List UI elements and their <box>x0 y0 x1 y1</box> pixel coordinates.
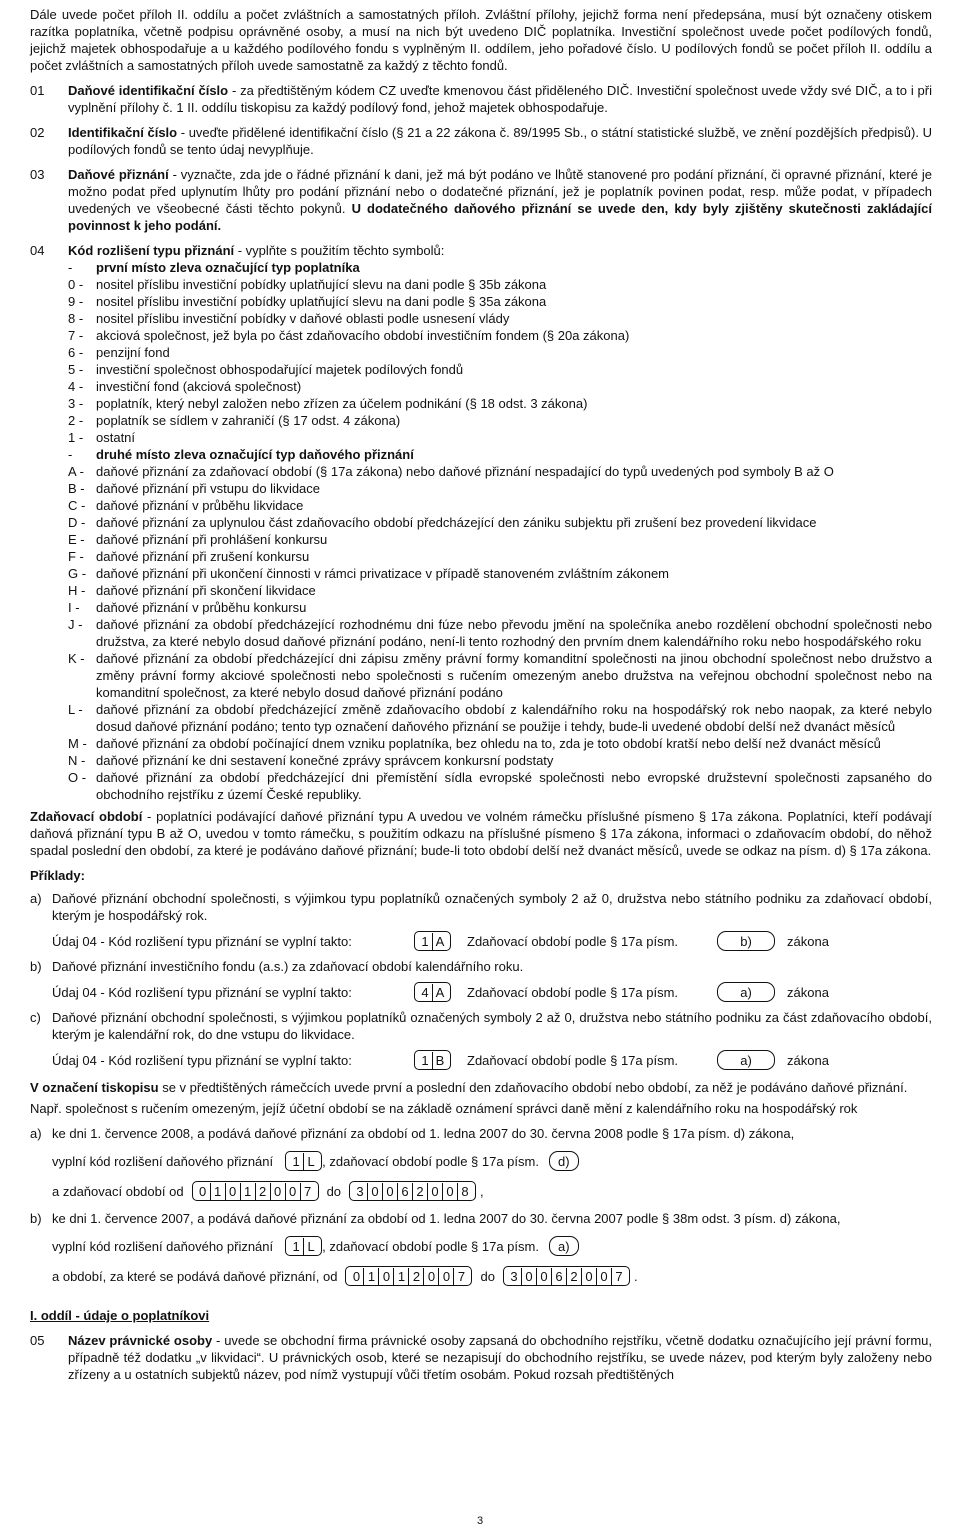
page-number: 3 <box>476 1515 484 1527</box>
code-digit: 4 <box>421 984 429 1000</box>
zdan-label: Zdaňovací období podle § 17a písm. <box>467 1052 679 1068</box>
code-item <box>68 378 932 395</box>
code-description: daňové přiznání při vstupu do likvidace <box>96 481 321 496</box>
code-description: daňové přiznání v průběhu likvidace <box>96 498 304 513</box>
napr-text: ke dni 1. července 2008, a podává daňové přiznání za období od 1. ledna 2007 do 30. června 2008 podle § 17a písm. d) zákona, <box>52 1126 795 1141</box>
code-digit: 1 <box>421 1052 429 1068</box>
date-digit: 1 <box>240 1183 255 1200</box>
code-item <box>68 361 932 378</box>
napr-code-line <box>52 1235 932 1257</box>
example-item <box>30 890 932 952</box>
example-fill-line <box>52 981 932 1003</box>
section-03 <box>30 166 932 234</box>
first-code-list: - první místo zleva označující typ poplatníka <box>68 259 932 276</box>
section-02 <box>30 124 932 158</box>
code-item <box>68 480 932 497</box>
zdan-label: Zdaňovací období podle § 17a písm. <box>467 933 679 949</box>
napr-paragraph: Např. společnost s ručením omezeným, jejíž účetní období se na základě oznámení správci daně mění z kalendářního roku na hospodářský rok <box>30 1101 858 1116</box>
code-box <box>285 1151 322 1171</box>
code-description: poplatník, který nebyl založen nebo zřízen za účelem podnikání (§ 18 odst. 3 zákona) <box>96 396 588 411</box>
example-body <box>52 890 932 952</box>
code-description: daňové přiznání za období předcházející změně zdaňovacího období z kalendářního roku na hospodářský rok nebo naopak, za které nebylo dosud daňové přiznání podáno; tento typ označení daňového přiznání se použije i tehdy, bude-li uvedené období delší než dvanáct měsíců <box>96 702 932 734</box>
date-digit: 2 <box>566 1268 581 1285</box>
zdan-tail: zákona <box>787 933 829 949</box>
zdan-text: - poplatníci podávající daňové přiznání typu A uvedou ve volném rámečku příslušné písmeno § 17a zákona. Poplatníci, kteří podávají daňová přiznání typu B až O, uvedou v tomto rámečku, s použitím odkazu na příslušné písmeno § 17a zákona, informaci o zdaňovacím období, do něhož spadal poslední den období, za které je podáváno daňové přiznání; bude-li toto období delší než dvanáct měsíců, uvede se odkaz na písm. d) § 17a zákona. <box>30 809 932 858</box>
code-symbol: 1 - <box>68 430 84 445</box>
code-symbol: I - <box>68 600 80 615</box>
zdan-tail: zákona <box>787 1052 829 1068</box>
item-number: 03 <box>30 167 45 182</box>
date-digit: 0 <box>442 1183 457 1200</box>
code-symbol: H - <box>68 583 86 598</box>
fill-instruction: Údaj 04 - Kód rozlišení typu přiznání se vyplní takto: <box>52 933 352 949</box>
second-code-heading: druhé místo zleva označující typ daňového přiznání <box>96 447 414 462</box>
napr-label: a) <box>30 1126 42 1141</box>
code-item <box>68 293 932 310</box>
date-digit: 0 <box>367 1183 382 1200</box>
examples-list <box>30 890 932 1071</box>
code-description: daňové přiznání za období předcházející rozhodnému dni fúze nebo převodu jmění na společníka anebo rozdělení obchodní společnosti nebo družstva, za které nebylo dosud daňové přiznání podáno, není-li tento rozhodný den prvním dnem kalendářního roku nebo hospodářského roku <box>96 617 932 649</box>
date-digit: 0 <box>352 1268 361 1284</box>
example-text: Daňové přiznání obchodní společnosti, s výjimkou poplatníků označených symboly 2 až 0, družstva nebo státního podniku za část zdaňovacího období, kterým je kalendářní rok, do dne vstupu do likvidace. <box>52 1010 932 1042</box>
napr-text: ke dni 1. července 2007, a podává daňové přiznání za období od 1. ledna 2007 do 30. června 2007 podle § 38m odst. 3 písm. d) zákona, <box>52 1211 841 1226</box>
code-box <box>414 982 451 1002</box>
zdanovaci-obdobi-paragraph <box>30 808 932 859</box>
date-digit: 0 <box>285 1183 300 1200</box>
code-symbol: 3 - <box>68 396 84 411</box>
zdan-box: b) <box>717 931 775 951</box>
first-code-heading: první místo zleva označující typ poplatníka <box>96 260 360 275</box>
code-digit: 1 <box>292 1153 300 1169</box>
code-description: ostatní <box>96 430 136 445</box>
code-symbol: K - <box>68 651 85 666</box>
code-symbol: 2 - <box>68 413 84 428</box>
code-description: nositel příslibu investiční pobídky uplatňující slevu na dani podle § 35b zákona <box>96 277 547 292</box>
date-digit: 0 <box>382 1183 397 1200</box>
napr-date-line <box>52 1180 932 1202</box>
example-body <box>52 958 932 1003</box>
code-symbol: L - <box>68 702 83 717</box>
code-item <box>68 463 932 480</box>
code-item <box>68 752 932 769</box>
code-symbol: 7 - <box>68 328 84 343</box>
item-number: 04 <box>30 243 45 258</box>
example-item <box>30 958 932 1003</box>
zdan-box: a) <box>549 1236 579 1256</box>
code-symbol: G - <box>68 566 87 581</box>
date-digit: 0 <box>225 1183 240 1200</box>
do-label: do <box>480 1268 495 1284</box>
code-symbol: 5 - <box>68 362 84 377</box>
examples-heading <box>30 867 932 884</box>
date-digit: 0 <box>581 1268 596 1285</box>
date-to-box <box>349 1181 476 1201</box>
date-digit: 2 <box>408 1268 423 1285</box>
item-number: 05 <box>30 1333 45 1348</box>
code-digit: 1 <box>421 933 429 949</box>
date-digit: 2 <box>255 1183 270 1200</box>
date-digit: 3 <box>510 1268 518 1284</box>
date-digit: 0 <box>596 1268 611 1285</box>
fill-instruction: Údaj 04 - Kód rozlišení typu přiznání se vyplní takto: <box>52 984 352 1000</box>
date-from-box <box>192 1181 319 1201</box>
code-item <box>68 599 932 616</box>
date-end: , <box>480 1183 484 1199</box>
code-description: daňové přiznání při prohlášení konkursu <box>96 532 328 547</box>
item-title: Kód rozlišení typu přiznání <box>68 243 235 258</box>
date-digit: 0 <box>438 1268 453 1285</box>
date-digit: 6 <box>551 1268 566 1285</box>
code-item <box>68 276 932 293</box>
code-item <box>68 327 932 344</box>
napr-date-line <box>52 1265 932 1287</box>
date-digit: 0 <box>536 1268 551 1285</box>
code-item <box>68 565 932 582</box>
code-description: daňové přiznání za období předcházející dni přemístění sídla evropské společnosti nebo evropské družstevní společnosti zapsaného do obchodního rejstříku z území České republiky. <box>96 770 932 802</box>
code-description: daňové přiznání za období počínající dnem vzniku poplatníka, bez ohledu na to, zda je toto období kratší nebo delší než dvanáct měsíců <box>96 736 881 751</box>
code-item <box>68 395 932 412</box>
tiskopis-text: se v předtištěných rámečcích uvede první a poslední den zdaňovacího období nebo období, za něž je podáváno daňové přiznání. <box>158 1080 908 1095</box>
code-item <box>68 344 932 361</box>
code-symbol: N - <box>68 753 86 768</box>
code-item <box>68 497 932 514</box>
code-description: daňové přiznání při skončení likvidace <box>96 583 316 598</box>
second-codes <box>68 463 932 803</box>
zdan-label: Zdaňovací období podle § 17a písm. <box>467 984 679 1000</box>
item-text: - uvede se obchodní firma právnické osoby zapsaná do obchodního rejstříku, včetně dodatku označujícího její právní formu, případně též dodatku „v likvidaci“. U právnických osob, které se nezapisují do obchodního rejstříku, se uvede název, pod kterým byly založeny nebo zřízeny a u ostatních subjektů název, pod nímž vystupují vůči třetím osobám. Pokud rozsah předtištěných <box>68 1333 932 1382</box>
item-title: Název právnické osoby <box>68 1333 213 1348</box>
section-title: I. oddíl - údaje o poplatníkovi <box>30 1308 210 1323</box>
code-description: daňové přiznání v průběhu konkursu <box>96 600 307 615</box>
code-description: daňové přiznání ke dni sestavení konečné zprávy správcem konkursní podstaty <box>96 753 554 768</box>
code-item <box>68 531 932 548</box>
napr-l1-tail: , zdaňovací období podle § 17a písm. <box>322 1238 539 1254</box>
code-symbol: M - <box>68 736 87 751</box>
napr-body <box>52 1210 932 1287</box>
code-box <box>414 1050 451 1070</box>
napr-item <box>30 1210 932 1287</box>
date-digit: 7 <box>611 1268 626 1285</box>
napr-l1-label: vyplní kód rozlišení daňového přiznání <box>52 1238 274 1254</box>
code-description: daňové přiznání za období předcházející dni zápisu změny právní formy komanditní společnosti na jinou obchodní společnost nebo družstvo a změny právní formy akciové společnosti nebo společnosti s ručením omezeným anebo družstva na veřejnou obchodní společnost nebo na komanditní společnost, za které nebylo dosud daňové přiznání podáno <box>96 651 932 700</box>
do-label: do <box>326 1183 342 1199</box>
code-item <box>68 514 932 531</box>
code-digit: 1 <box>292 1238 300 1254</box>
napr-l2-label: a zdaňovací období od <box>52 1183 184 1199</box>
zdan-box: d) <box>549 1151 579 1171</box>
napr-l1-tail: , zdaňovací období podle § 17a písm. <box>322 1153 539 1169</box>
code-digit: A <box>432 984 447 1001</box>
item-title: Identifikační číslo <box>68 125 178 140</box>
date-digit: 1 <box>363 1268 378 1285</box>
napr-l2-label: a období, za které se podává daňové přiznání, od <box>52 1268 338 1284</box>
napr-l1-label: vyplní kód rozlišení daňového přiznání <box>52 1153 274 1169</box>
date-digit: 0 <box>521 1268 536 1285</box>
code-digit: A <box>432 933 447 950</box>
example-text: Daňové přiznání obchodní společnosti, s výjimkou typu poplatníků označených symboly 2 až 0, družstva nebo státního podniku za zdaňovací období, kterým je hospodářský rok. <box>52 891 932 923</box>
code-description: poplatník se sídlem v zahraničí (§ 17 odst. 4 zákona) <box>96 413 401 428</box>
item-bold-tail: U dodatečného daňového přiznání se uvede den, kdy byly zjištěny skutečnosti zakládající povinnost k jeho podání. <box>68 201 932 233</box>
code-item <box>68 548 932 565</box>
code-box <box>285 1236 322 1256</box>
code-description: daňové přiznání při zrušení konkursu <box>96 549 310 564</box>
date-digit: 7 <box>300 1183 315 1200</box>
code-symbol: J - <box>68 617 83 632</box>
code-digit: L <box>303 1153 318 1170</box>
code-description: daňové přiznání za zdaňovací období (§ 17a zákona) nebo daňové přiznání nespadající do typů uvedených pod symboly B až O <box>96 464 834 479</box>
code-symbol: 6 - <box>68 345 84 360</box>
date-digit: 1 <box>210 1183 225 1200</box>
zdan-title: Zdaňovací období <box>30 809 143 824</box>
code-item <box>68 650 932 701</box>
tiskopis-title: V označení tiskopisu <box>30 1080 159 1095</box>
second-code-list: - druhé místo zleva označující typ daňového přiznání <box>68 446 932 463</box>
code-item <box>68 310 932 327</box>
napr-code-line <box>52 1150 932 1172</box>
tiskopis-paragraph <box>30 1079 932 1096</box>
example-item <box>30 1009 932 1071</box>
example-body <box>52 1009 932 1071</box>
napr-example-b <box>30 1210 932 1287</box>
code-digit: B <box>432 1052 447 1069</box>
date-from-box <box>345 1266 472 1286</box>
zdan-box: a) <box>717 1050 775 1070</box>
item-text: - uveďte přidělené identifikační číslo (§ 21 a 22 zákona č. 89/1995 Sb., o státní statistické službě, ve znění pozdějších předpisů). U podílových fondů se tento údaj nevyplňuje. <box>68 125 932 157</box>
code-description: penzijní fond <box>96 345 170 360</box>
date-end: . <box>633 1268 638 1284</box>
date-digit: 8 <box>457 1183 472 1200</box>
examples-heading-text: Příklady: <box>30 868 85 883</box>
code-symbol: E - <box>68 532 85 547</box>
item-title: Daňové přiznání <box>68 167 169 182</box>
item-title: Daňové identifikační číslo <box>68 83 229 98</box>
code-description: investiční fond (akciová společnost) <box>96 379 302 394</box>
section-04 <box>30 242 932 803</box>
napr-example-a <box>30 1125 932 1202</box>
code-symbol: A - <box>68 464 84 479</box>
section-05 <box>30 1332 932 1383</box>
zdan-box: a) <box>717 982 775 1002</box>
fill-instruction: Údaj 04 - Kód rozlišení typu přiznání se vyplní takto: <box>52 1052 352 1068</box>
code-symbol: 8 - <box>68 311 84 326</box>
example-text: Daňové přiznání investičního fondu (a.s.) za zdaňovací období kalendářního roku. <box>52 959 524 974</box>
code-item <box>68 412 932 429</box>
napr-label: b) <box>30 1211 42 1226</box>
date-digit: 6 <box>397 1183 412 1200</box>
item-number: 02 <box>30 125 45 140</box>
date-digit: 0 <box>423 1268 438 1285</box>
code-symbol: 9 - <box>68 294 84 309</box>
code-item <box>68 769 932 803</box>
date-digit: 2 <box>412 1183 427 1200</box>
napr-body <box>52 1125 932 1202</box>
code-item <box>68 429 932 446</box>
example-label: b) <box>30 959 42 974</box>
code-symbol: 0 - <box>68 277 84 292</box>
code-digit: L <box>303 1238 318 1255</box>
item-text: - vyznačte, zda jde o řádné přiznání k dani, jež má být podáno ve lhůtě stanovené pro podání přiznání, či opravné přiznání, které je možno podat před uplynutím lhůty pro podání přiznání nebo o dodatečné přiznání, jež je poplatník povinen podat, resp. může podat, v případech uvedených ve všeobecné části těchto pokynů. <box>68 167 932 216</box>
page-content <box>30 6 932 1383</box>
code-symbol: B - <box>68 481 85 496</box>
code-symbol: 4 - <box>68 379 84 394</box>
napr-item <box>30 1125 932 1202</box>
item-number: 01 <box>30 83 45 98</box>
code-description: daňové přiznání při ukončení činnosti v rámci privatizace v případě stanoveném zvláštním zákonem <box>96 566 670 581</box>
date-to-box <box>503 1266 630 1286</box>
date-digit: 0 <box>198 1183 207 1199</box>
code-symbol: F - <box>68 549 84 564</box>
code-item <box>68 701 932 735</box>
code-description: akciová společnost, jež byla po část zdaňovacího období investičním fondem (§ 20a zákona) <box>96 328 630 343</box>
code-symbol: O - <box>68 770 87 785</box>
example-fill-line <box>52 1049 932 1071</box>
code-symbol: C - <box>68 498 86 513</box>
intro-paragraph: Dále uvede počet příloh II. oddílu a počet zvláštních a samostatných příloh. Zvláštní přílohy, jejichž forma není předepsána, musí být označeny otiskem razítka poplatníka, včetně podpisu oprávněné osoby, a musí na nich být uvedeno DIČ poplatníka. Investiční společnost uvede počet podílových fondů, jejichž majetek obhospodařuje a u každého podílového fondu s vyplněným II. oddílem, jeho pořadové číslo. U podílových fondů se počet příloh II. oddílu a počet zvláštních a samostatných příloh uvede samostatně za každý z těchto fondů. <box>30 7 932 73</box>
code-description: investiční společnost obhospodařující majetek podílových fondů <box>96 362 464 377</box>
code-box <box>414 931 451 951</box>
code-item <box>68 735 932 752</box>
date-digit: 0 <box>427 1183 442 1200</box>
date-digit: 3 <box>356 1183 364 1199</box>
code-description: nositel příslibu investiční pobídky v daňové oblasti podle usnesení vlády <box>96 311 510 326</box>
example-label: c) <box>30 1010 41 1025</box>
date-digit: 0 <box>378 1268 393 1285</box>
item-text: - za předtištěným kódem CZ uveďte kmenovou část přiděleného DIČ. Investiční společnost uvede vždy své DIČ, a to i při vyplnění přílohy č. 1 II. oddílu tiskopisu za každý podílový fond, jehož majetek obhospodařuje. <box>68 83 933 115</box>
code-symbol: D - <box>68 515 86 530</box>
code-item <box>68 582 932 599</box>
item-text: - vyplňte s použitím těchto symbolů: <box>234 243 445 258</box>
zdan-tail: zákona <box>787 984 829 1000</box>
example-label: a) <box>30 891 42 906</box>
section-01 <box>30 82 932 116</box>
code-item <box>68 616 932 650</box>
date-digit: 7 <box>453 1268 468 1285</box>
date-digit: 1 <box>393 1268 408 1285</box>
code-description: nositel příslibu investiční pobídky uplatňující slevu na dani podle § 35a zákona <box>96 294 547 309</box>
example-fill-line <box>52 930 932 952</box>
date-digit: 0 <box>270 1183 285 1200</box>
code-description: daňové přiznání za uplynulou část zdaňovacího období předcházející den zániku subjektu při zrušení bez provedení likvidace <box>96 515 817 530</box>
first-codes <box>68 276 932 446</box>
